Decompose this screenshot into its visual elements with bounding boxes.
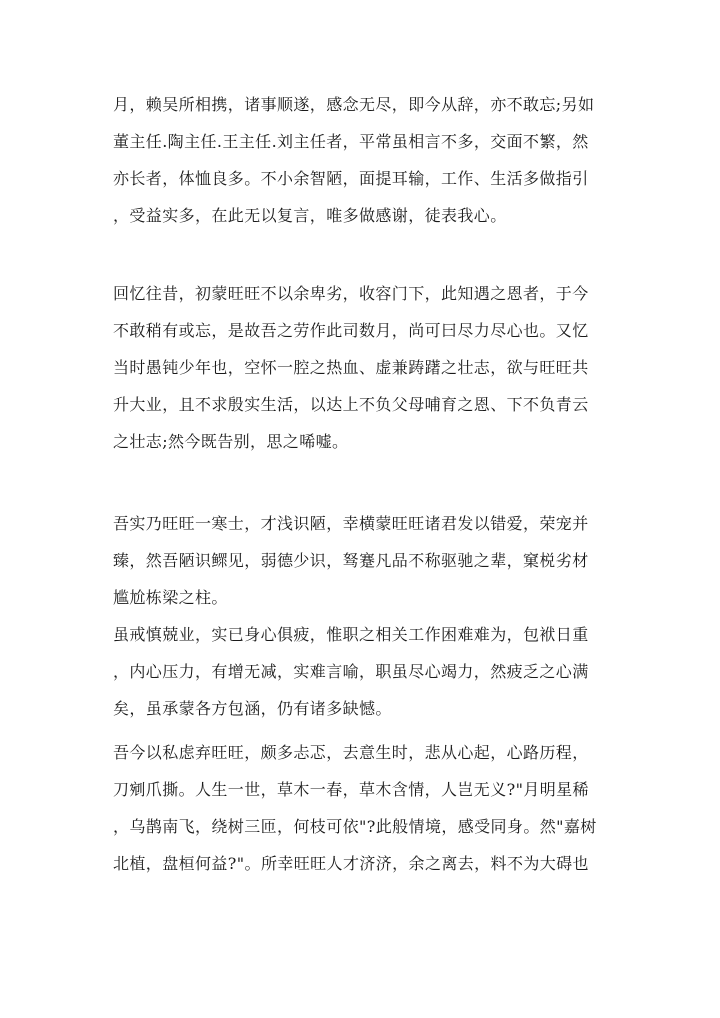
text-line: ，受益实多，在此无以复言，唯多做感谢，徒表我心。 [113,206,507,225]
text-line: ，内心压力，有增无减，实难言喻，职虽尽心竭力，然疲乏之心满 [113,662,589,681]
paragraph-2 [113,275,613,460]
paragraph-1 [113,86,613,234]
text-line: 吾今以私虑弃旺旺，颇多忐忑，去意生时，悲从心起，心路历程， [113,743,589,762]
text-line: 亦长者，体恤良多。不小余智陋，面提耳输，工作、生活多做指引 [113,169,589,188]
text-line: 董主任.陶主任.王主任.刘主任者，平常虽相言不多，交面不繁，然 [113,132,589,151]
text-line: 臻，然吾陋识鳏见，弱德少识，驽蹇凡品不称驱驰之辈，窠棁劣材 [113,551,589,570]
text-line: 矣，虽承蒙各方包涵，仍有诸多缺憾。 [113,699,392,718]
text-line: ，乌鹊南飞，绕树三匝，何枝可依"?此般情境，感受同身。然"嘉树 [113,817,597,836]
text-line: 当时愚钝少年也，空怀一腔之热血、虚兼踌躇之壮志，欲与旺旺共 [113,358,589,377]
text-line: 回忆往昔，初蒙旺旺不以余卑劣，收容门下，此知遇之恩者，于今 [113,284,589,303]
paragraph-4 [113,734,613,882]
text-line: 北植，盘桓何益?"。所幸旺旺人才济济，余之离去，料不为大碍也 [113,854,589,873]
text-line: 不敢稍有或忘，是故吾之劳作此司数月，尚可曰尽力尽心也。又忆 [113,321,589,340]
text-line: 尴尬栋梁之柱。 [113,588,228,607]
paragraph-3 [113,505,613,727]
text-line: 月，赖吴所相携，诸事顺遂，感念无尽，即今从辞，亦不敢忘;另如 [113,95,595,114]
text-line: 升大业，且不求殷实生活，以达上不负父母哺育之恩、下不负青云 [113,395,589,414]
text-line: 吾实乃旺旺一寒士，才浅识陋，幸横蒙旺旺诸君发以错爱，荣宠并 [113,514,589,533]
text-line: 之壮志;然今既告别，思之唏嘘。 [113,432,349,451]
text-line: 刀剜爪撕。人生一世，草木一春，草木含情，人岂无义?"月明星稀 [113,780,589,799]
text-line: 虽戒慎兢业，实已身心俱疲，惟职之相关工作困难难为，包袱日重 [113,625,589,644]
